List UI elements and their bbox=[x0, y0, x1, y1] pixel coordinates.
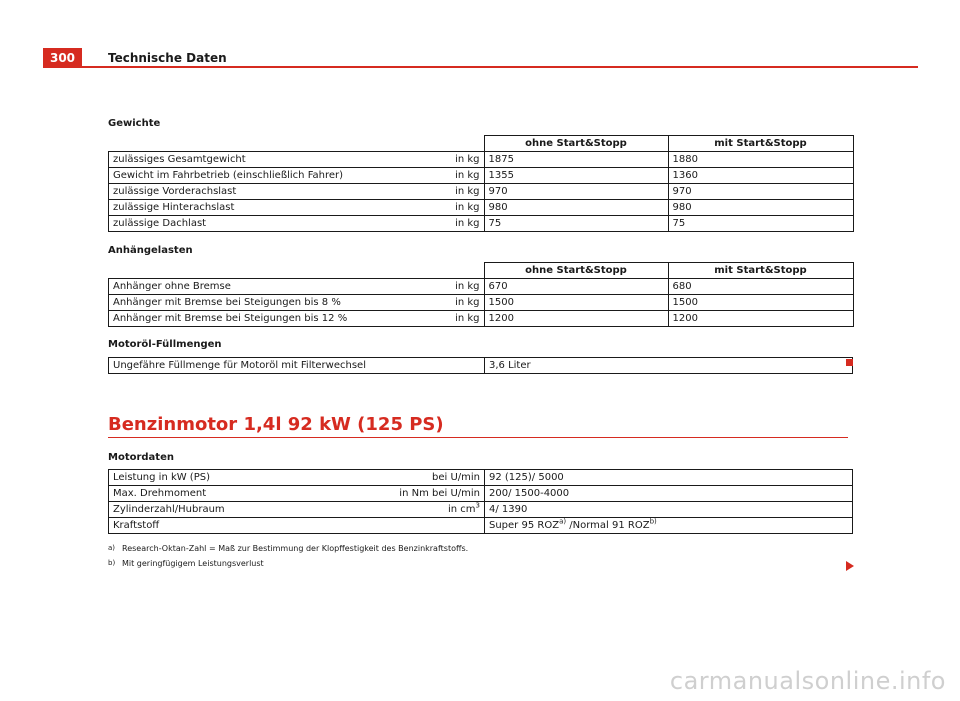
fuel-value-a: Super 95 ROZ bbox=[489, 520, 560, 531]
value-cell: 1500 bbox=[484, 295, 668, 311]
value-cell: 200/ 1500-4000 bbox=[485, 486, 853, 502]
col-header-without-startstop: ohne Start&Stopp bbox=[484, 263, 668, 279]
footnote-text: Research-Oktan-Zahl = Maß zur Bestimmung der Klopffestigkeit des Benzinkraftstoffs. bbox=[122, 544, 469, 553]
row-unit: in Nm bei U/min bbox=[399, 488, 480, 499]
unit-text: in cm bbox=[447, 504, 476, 515]
watermark: carmanualsonline.info bbox=[669, 667, 946, 695]
unit-superscript: 3 bbox=[475, 501, 480, 510]
row-label: zulässiges Gesamtgewicht bbox=[113, 154, 246, 165]
value-cell: 680 bbox=[668, 279, 853, 295]
trailer-table bbox=[108, 262, 854, 327]
footnote-mark: a) bbox=[108, 544, 116, 552]
table-row bbox=[109, 168, 854, 184]
value-cell: 970 bbox=[668, 184, 853, 200]
table-row bbox=[109, 184, 854, 200]
row-label: Kraftstoff bbox=[113, 520, 160, 531]
value-cell: 1500 bbox=[668, 295, 853, 311]
row-unit: in kg bbox=[455, 297, 480, 308]
row-label: zulässige Dachlast bbox=[113, 218, 207, 229]
col-header-with-startstop: mit Start&Stopp bbox=[668, 136, 853, 152]
table-row bbox=[109, 470, 853, 486]
table-header-row bbox=[109, 263, 854, 279]
header-blank-cell bbox=[109, 263, 485, 279]
weights-table bbox=[108, 135, 854, 232]
row-label: zulässige Vorderachslast bbox=[113, 186, 237, 197]
fuel-value-cell bbox=[485, 518, 853, 534]
value-cell: 1355 bbox=[484, 168, 668, 184]
row-unit: in kg bbox=[455, 281, 480, 292]
row-unit: bei U/min bbox=[431, 472, 480, 483]
table-row bbox=[109, 200, 854, 216]
row-unit: in kg bbox=[455, 170, 480, 181]
table-row bbox=[109, 502, 853, 518]
value-cell: 3,6 Liter bbox=[485, 358, 853, 374]
running-title: Technische Daten bbox=[108, 51, 227, 65]
engine-section-title: Benzinmotor 1,4l 92 kW (125 PS) bbox=[108, 414, 444, 435]
weights-section-label: Gewichte bbox=[108, 118, 161, 129]
value-cell: 1200 bbox=[668, 311, 853, 327]
row-label: zulässige Hinterachslast bbox=[113, 202, 235, 213]
row-label: Leistung in kW (PS) bbox=[113, 472, 210, 483]
value-cell: 1200 bbox=[484, 311, 668, 327]
value-cell: 1880 bbox=[668, 152, 853, 168]
header-blank-cell bbox=[109, 136, 485, 152]
table-row bbox=[109, 152, 854, 168]
footnote-ref-b[interactable]: b) bbox=[649, 517, 657, 526]
row-label: Zylinderzahl/Hubraum bbox=[113, 504, 225, 515]
value-cell: 92 (125)/ 5000 bbox=[485, 470, 853, 486]
table-row bbox=[109, 358, 853, 374]
table-header-row bbox=[109, 136, 854, 152]
footnote-text: Mit geringfügigem Leistungsverlust bbox=[122, 559, 264, 568]
row-unit: in kg bbox=[455, 186, 480, 197]
oil-section-label: Motoröl-Füllmengen bbox=[108, 339, 222, 350]
row-label: Anhänger ohne Bremse bbox=[113, 281, 231, 292]
continue-arrow-icon bbox=[846, 561, 854, 571]
table-row bbox=[109, 295, 854, 311]
footnote-ref-a[interactable]: a) bbox=[559, 517, 567, 526]
value-cell: 4/ 1390 bbox=[485, 502, 853, 518]
page-number: 300 bbox=[43, 48, 82, 68]
value-cell: 1875 bbox=[484, 152, 668, 168]
footnote-a bbox=[108, 544, 468, 553]
row-unit: in kg bbox=[455, 154, 480, 165]
footnote-b bbox=[108, 559, 264, 568]
row-unit bbox=[448, 502, 480, 517]
row-label: Gewicht im Fahrbetrieb (einschließlich Fahrer) bbox=[113, 170, 344, 181]
value-cell: 75 bbox=[668, 216, 853, 232]
table-row bbox=[109, 216, 854, 232]
row-label: Anhänger mit Bremse bei Steigungen bis 12 % bbox=[113, 313, 348, 324]
oil-table bbox=[108, 357, 853, 374]
value-cell: 980 bbox=[484, 200, 668, 216]
value-cell: 75 bbox=[484, 216, 668, 232]
trailer-section-label: Anhängelasten bbox=[108, 245, 193, 256]
row-label: Ungefähre Füllmenge für Motoröl mit Filterwechsel bbox=[109, 358, 485, 374]
row-unit: in kg bbox=[455, 202, 480, 213]
table-row bbox=[109, 518, 853, 534]
end-of-section-marker bbox=[846, 359, 853, 366]
header-rule bbox=[82, 66, 918, 68]
row-unit: in kg bbox=[455, 218, 480, 229]
engine-table bbox=[108, 469, 853, 534]
col-header-with-startstop: mit Start&Stopp bbox=[668, 263, 853, 279]
table-row bbox=[109, 486, 853, 502]
row-label: Max. Drehmoment bbox=[113, 488, 207, 499]
footnote-mark: b) bbox=[108, 559, 116, 567]
value-cell: 970 bbox=[484, 184, 668, 200]
table-row bbox=[109, 279, 854, 295]
value-cell: 670 bbox=[484, 279, 668, 295]
row-unit: in kg bbox=[455, 313, 480, 324]
col-header-without-startstop: ohne Start&Stopp bbox=[484, 136, 668, 152]
value-cell: 980 bbox=[668, 200, 853, 216]
engine-title-rule bbox=[108, 437, 848, 438]
table-row bbox=[109, 311, 854, 327]
fuel-value-b: /Normal 91 ROZ bbox=[566, 520, 650, 531]
value-cell: 1360 bbox=[668, 168, 853, 184]
engine-data-label: Motordaten bbox=[108, 452, 174, 463]
row-label: Anhänger mit Bremse bei Steigungen bis 8 % bbox=[113, 297, 341, 308]
